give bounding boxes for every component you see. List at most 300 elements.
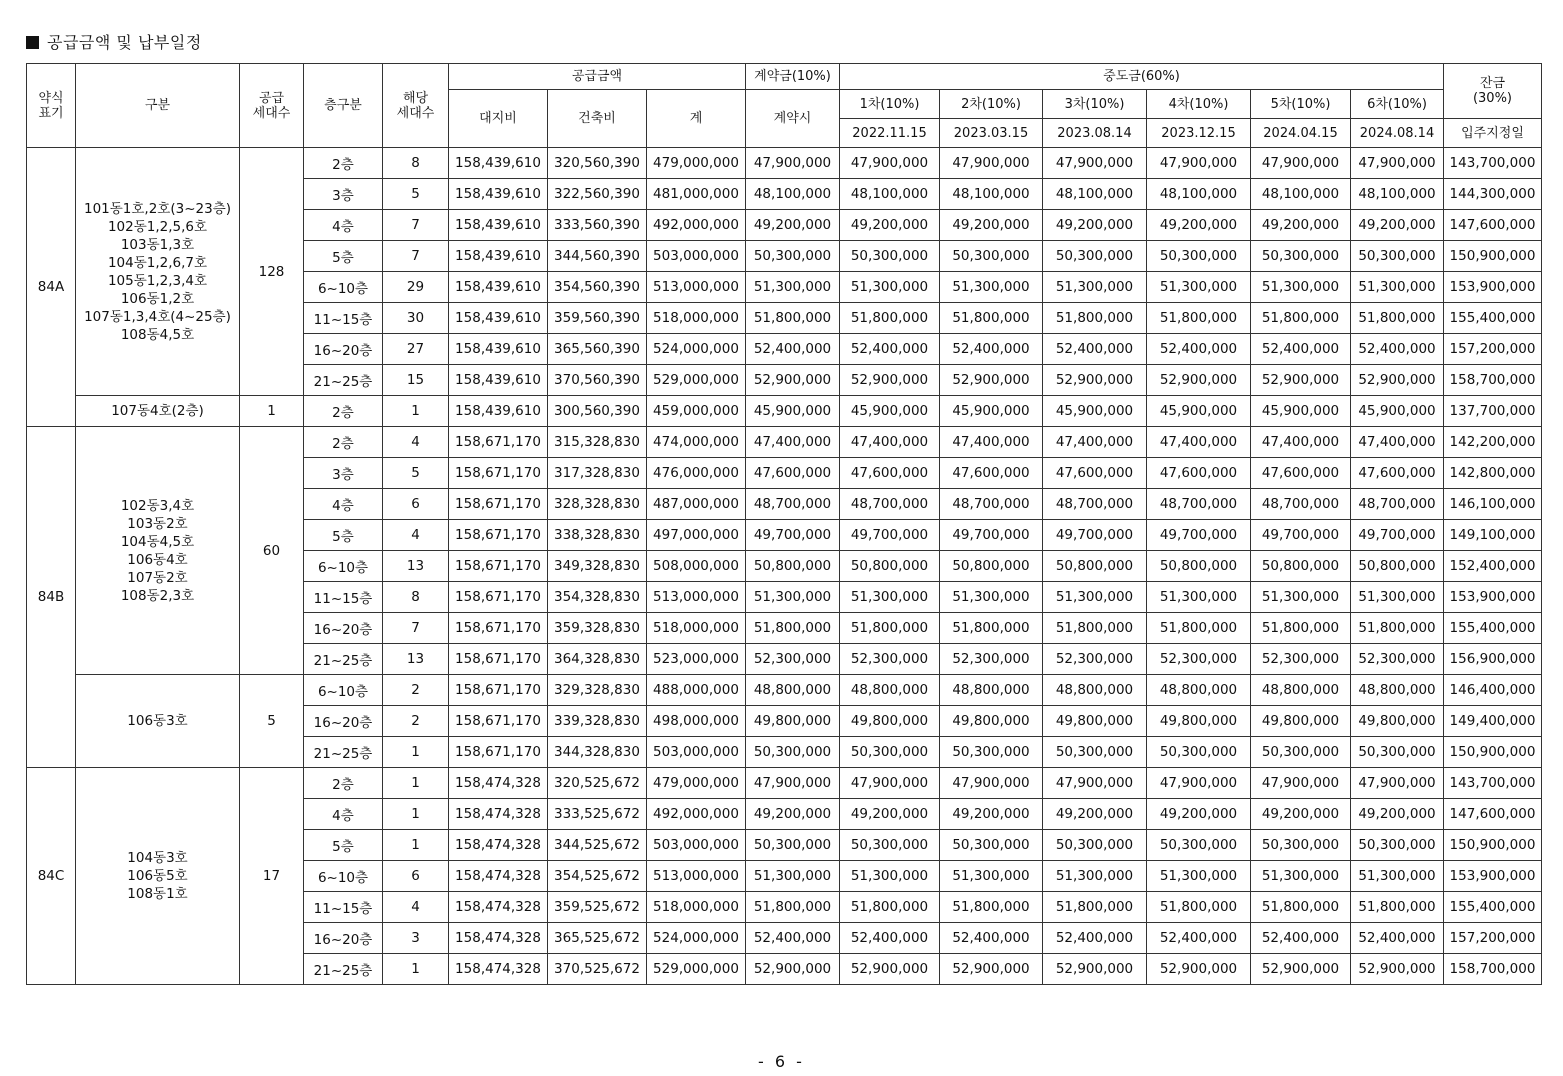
installment-cell: 47,900,000 xyxy=(1351,148,1444,179)
land-cost-cell: 158,439,610 xyxy=(449,272,548,303)
balance-cell: 144,300,000 xyxy=(1444,179,1542,210)
division-cell xyxy=(76,675,240,768)
building-cost-cell: 328,328,830 xyxy=(548,489,647,520)
land-cost-cell: 158,671,170 xyxy=(449,613,548,644)
header-supply-price: 공급금액 xyxy=(449,64,746,90)
header-installment-date: 2023.03.15 xyxy=(940,119,1043,148)
installment-cell: 47,600,000 xyxy=(1147,458,1251,489)
installment-cell: 50,300,000 xyxy=(840,737,940,768)
units-cell: 6 xyxy=(383,489,449,520)
installment-cell: 47,900,000 xyxy=(1147,768,1251,799)
installment-cell: 48,800,000 xyxy=(1147,675,1251,706)
floor-cell: 5층 xyxy=(304,520,383,551)
installment-cell: 48,700,000 xyxy=(840,489,940,520)
installment-cell: 51,300,000 xyxy=(1251,582,1351,613)
floor-cell: 3층 xyxy=(304,458,383,489)
division-line: 104동1,2,6,7호 xyxy=(107,254,208,271)
units-cell: 4 xyxy=(383,520,449,551)
installment-cell: 51,300,000 xyxy=(940,582,1043,613)
deposit-cell: 51,800,000 xyxy=(746,303,840,334)
installment-cell: 50,300,000 xyxy=(1251,737,1351,768)
installment-cell: 52,400,000 xyxy=(1251,334,1351,365)
installment-cell: 51,300,000 xyxy=(1251,272,1351,303)
land-cost-cell: 158,671,170 xyxy=(449,427,548,458)
header-installment-label: 2차(10%) xyxy=(940,90,1043,119)
units-cell: 4 xyxy=(383,427,449,458)
land-cost-cell: 158,671,170 xyxy=(449,737,548,768)
units-cell: 2 xyxy=(383,675,449,706)
installment-cell: 51,300,000 xyxy=(1147,861,1251,892)
installment-cell: 51,800,000 xyxy=(1251,613,1351,644)
total-cell: 518,000,000 xyxy=(647,613,746,644)
installment-cell: 50,300,000 xyxy=(1043,830,1147,861)
installment-cell: 49,200,000 xyxy=(940,799,1043,830)
installment-cell: 50,800,000 xyxy=(940,551,1043,582)
units-cell: 29 xyxy=(383,272,449,303)
deposit-cell: 50,300,000 xyxy=(746,737,840,768)
header-installment-label: 5차(10%) xyxy=(1251,90,1351,119)
installment-cell: 48,700,000 xyxy=(1147,489,1251,520)
building-cost-cell: 317,328,830 xyxy=(548,458,647,489)
installment-cell: 52,300,000 xyxy=(1351,644,1444,675)
installment-cell: 47,600,000 xyxy=(840,458,940,489)
total-cell: 497,000,000 xyxy=(647,520,746,551)
building-cost-cell: 359,328,830 xyxy=(548,613,647,644)
floor-cell: 6~10층 xyxy=(304,861,383,892)
balance-cell: 158,700,000 xyxy=(1444,954,1542,985)
units-cell: 5 xyxy=(383,179,449,210)
header-floor: 층구분 xyxy=(304,64,383,148)
building-cost-cell: 344,525,672 xyxy=(548,830,647,861)
division-line: 106동4호 xyxy=(127,551,188,568)
installment-cell: 48,100,000 xyxy=(1147,179,1251,210)
total-cell: 518,000,000 xyxy=(647,892,746,923)
units-cell: 2 xyxy=(383,706,449,737)
installment-cell: 50,300,000 xyxy=(1351,830,1444,861)
supply-units-cell: 17 xyxy=(240,768,304,985)
division-line: 102동3,4호 xyxy=(120,497,195,514)
balance-cell: 153,900,000 xyxy=(1444,272,1542,303)
installment-cell: 47,400,000 xyxy=(1251,427,1351,458)
units-cell: 1 xyxy=(383,396,449,427)
units-cell: 1 xyxy=(383,799,449,830)
header-balance-when: 입주지정일 xyxy=(1444,119,1542,148)
installment-cell: 48,800,000 xyxy=(1251,675,1351,706)
division-line: 108동4,5호 xyxy=(120,326,195,343)
installment-cell: 52,900,000 xyxy=(1251,954,1351,985)
installment-cell: 49,200,000 xyxy=(1351,210,1444,241)
installment-cell: 49,200,000 xyxy=(840,799,940,830)
building-cost-cell: 300,560,390 xyxy=(548,396,647,427)
installment-cell: 47,400,000 xyxy=(1351,427,1444,458)
division-line: 104동3호 xyxy=(127,850,188,866)
land-cost-cell: 158,439,610 xyxy=(449,148,548,179)
units-cell: 1 xyxy=(383,954,449,985)
division-cell xyxy=(76,768,240,985)
building-cost-cell: 320,525,672 xyxy=(548,768,647,799)
table-row xyxy=(27,768,1542,799)
building-cost-cell: 354,328,830 xyxy=(548,582,647,613)
installment-cell: 51,800,000 xyxy=(1351,303,1444,334)
installment-cell: 52,900,000 xyxy=(940,365,1043,396)
installment-cell: 50,300,000 xyxy=(1351,241,1444,272)
installment-cell: 50,300,000 xyxy=(840,241,940,272)
land-cost-cell: 158,474,328 xyxy=(449,830,548,861)
building-cost-cell: 338,328,830 xyxy=(548,520,647,551)
installment-cell: 47,900,000 xyxy=(840,768,940,799)
installment-cell: 52,900,000 xyxy=(1043,365,1147,396)
installment-cell: 49,200,000 xyxy=(940,210,1043,241)
installment-cell: 47,600,000 xyxy=(1043,458,1147,489)
units-cell: 3 xyxy=(383,923,449,954)
floor-cell: 4층 xyxy=(304,210,383,241)
land-cost-cell: 158,474,328 xyxy=(449,923,548,954)
balance-cell: 146,100,000 xyxy=(1444,489,1542,520)
units-cell: 13 xyxy=(383,551,449,582)
header-type: 약식 표기 xyxy=(27,64,76,148)
floor-cell: 16~20층 xyxy=(304,613,383,644)
deposit-cell: 49,800,000 xyxy=(746,706,840,737)
installment-cell: 51,800,000 xyxy=(1251,303,1351,334)
installment-cell: 50,800,000 xyxy=(1251,551,1351,582)
installment-cell: 50,300,000 xyxy=(940,830,1043,861)
installment-cell: 51,300,000 xyxy=(1147,272,1251,303)
balance-cell: 143,700,000 xyxy=(1444,768,1542,799)
deposit-cell: 50,300,000 xyxy=(746,830,840,861)
installment-cell: 52,400,000 xyxy=(1147,923,1251,954)
header-installment-date: 2022.11.15 xyxy=(840,119,940,148)
units-cell: 1 xyxy=(383,768,449,799)
installment-cell: 50,800,000 xyxy=(840,551,940,582)
total-cell: 474,000,000 xyxy=(647,427,746,458)
installment-cell: 50,300,000 xyxy=(1251,241,1351,272)
deposit-cell: 49,700,000 xyxy=(746,520,840,551)
floor-cell: 16~20층 xyxy=(304,706,383,737)
installment-cell: 49,700,000 xyxy=(1043,520,1147,551)
floor-cell: 3층 xyxy=(304,179,383,210)
supply-units-cell: 60 xyxy=(240,427,304,675)
installment-cell: 47,400,000 xyxy=(940,427,1043,458)
division-line: 106동3호 xyxy=(127,713,188,729)
land-cost-cell: 158,671,170 xyxy=(449,551,548,582)
installment-cell: 50,300,000 xyxy=(1251,830,1351,861)
division-line: 106동1,2호 xyxy=(120,290,195,307)
installment-cell: 49,200,000 xyxy=(840,210,940,241)
total-cell: 492,000,000 xyxy=(647,799,746,830)
installment-cell: 49,200,000 xyxy=(1147,799,1251,830)
floor-cell: 5층 xyxy=(304,241,383,272)
document-title xyxy=(26,32,202,54)
floor-cell: 21~25층 xyxy=(304,737,383,768)
floor-cell: 2층 xyxy=(304,148,383,179)
units-cell: 1 xyxy=(383,830,449,861)
total-cell: 529,000,000 xyxy=(647,954,746,985)
deposit-cell: 52,300,000 xyxy=(746,644,840,675)
installment-cell: 51,800,000 xyxy=(1147,892,1251,923)
balance-cell: 150,900,000 xyxy=(1444,737,1542,768)
balance-cell: 150,900,000 xyxy=(1444,241,1542,272)
land-cost-cell: 158,439,610 xyxy=(449,179,548,210)
installment-cell: 48,100,000 xyxy=(1251,179,1351,210)
installment-cell: 52,900,000 xyxy=(840,365,940,396)
installment-cell: 47,900,000 xyxy=(1043,148,1147,179)
installment-cell: 50,300,000 xyxy=(1043,737,1147,768)
installment-cell: 51,300,000 xyxy=(840,861,940,892)
land-cost-cell: 158,439,610 xyxy=(449,303,548,334)
installment-cell: 52,400,000 xyxy=(940,334,1043,365)
installment-cell: 49,800,000 xyxy=(1251,706,1351,737)
balance-cell: 149,100,000 xyxy=(1444,520,1542,551)
header-supply-units: 공급 세대수 xyxy=(240,64,304,148)
installment-cell: 52,400,000 xyxy=(1147,334,1251,365)
balance-cell: 142,800,000 xyxy=(1444,458,1542,489)
installment-cell: 48,700,000 xyxy=(1251,489,1351,520)
division-line: 101동1호,2호(3~23층) xyxy=(83,200,231,217)
installment-cell: 50,300,000 xyxy=(1147,241,1251,272)
total-cell: 518,000,000 xyxy=(647,303,746,334)
header-balance: 잔금 (30%) xyxy=(1444,64,1542,119)
header-land-cost: 대지비 xyxy=(449,90,548,148)
units-cell: 8 xyxy=(383,582,449,613)
division-line: 105동1,2,3,4호 xyxy=(107,272,208,289)
installment-cell: 50,800,000 xyxy=(1043,551,1147,582)
installment-cell: 49,200,000 xyxy=(1251,799,1351,830)
units-cell: 30 xyxy=(383,303,449,334)
installment-cell: 49,700,000 xyxy=(1251,520,1351,551)
table-body xyxy=(27,148,1542,985)
installment-cell: 50,300,000 xyxy=(1043,241,1147,272)
installment-cell: 51,300,000 xyxy=(1351,582,1444,613)
table-row xyxy=(27,675,1542,706)
floor-cell: 2층 xyxy=(304,396,383,427)
division-line: 108동2,3호 xyxy=(120,587,195,604)
balance-cell: 157,200,000 xyxy=(1444,923,1542,954)
installment-cell: 52,900,000 xyxy=(1147,365,1251,396)
installment-cell: 47,600,000 xyxy=(1251,458,1351,489)
balance-cell: 155,400,000 xyxy=(1444,892,1542,923)
deposit-cell: 48,800,000 xyxy=(746,675,840,706)
land-cost-cell: 158,474,328 xyxy=(449,799,548,830)
header-installment-date: 2023.08.14 xyxy=(1043,119,1147,148)
deposit-cell: 50,800,000 xyxy=(746,551,840,582)
table-row xyxy=(27,427,1542,458)
units-cell: 5 xyxy=(383,458,449,489)
installment-cell: 48,800,000 xyxy=(1043,675,1147,706)
installment-cell: 50,300,000 xyxy=(1351,737,1444,768)
installment-cell: 47,900,000 xyxy=(1251,768,1351,799)
installment-cell: 52,400,000 xyxy=(1251,923,1351,954)
division-line: 103동2호 xyxy=(127,515,188,532)
total-cell: 508,000,000 xyxy=(647,551,746,582)
building-cost-cell: 344,328,830 xyxy=(548,737,647,768)
installment-cell: 49,200,000 xyxy=(1351,799,1444,830)
floor-cell: 21~25층 xyxy=(304,365,383,396)
installment-cell: 49,200,000 xyxy=(1043,210,1147,241)
installment-cell: 47,900,000 xyxy=(1147,148,1251,179)
square-bullet-icon xyxy=(26,36,39,49)
building-cost-cell: 339,328,830 xyxy=(548,706,647,737)
installment-cell: 49,800,000 xyxy=(1043,706,1147,737)
units-cell: 1 xyxy=(383,737,449,768)
page-number: - 6 - xyxy=(758,1052,805,1071)
installment-cell: 49,700,000 xyxy=(840,520,940,551)
installment-cell: 50,800,000 xyxy=(1147,551,1251,582)
header-building-cost: 건축비 xyxy=(548,90,647,148)
installment-cell: 51,800,000 xyxy=(940,613,1043,644)
installment-cell: 48,100,000 xyxy=(1043,179,1147,210)
land-cost-cell: 158,671,170 xyxy=(449,582,548,613)
installment-cell: 51,300,000 xyxy=(1351,272,1444,303)
total-cell: 524,000,000 xyxy=(647,334,746,365)
deposit-cell: 49,200,000 xyxy=(746,799,840,830)
installment-cell: 52,400,000 xyxy=(940,923,1043,954)
installment-cell: 48,800,000 xyxy=(940,675,1043,706)
building-cost-cell: 322,560,390 xyxy=(548,179,647,210)
installment-cell: 48,100,000 xyxy=(940,179,1043,210)
division-line: 107동4호(2층) xyxy=(111,403,204,419)
installment-cell: 52,400,000 xyxy=(1043,334,1147,365)
land-cost-cell: 158,671,170 xyxy=(449,706,548,737)
installment-cell: 47,900,000 xyxy=(940,148,1043,179)
header-installment-date: 2024.08.14 xyxy=(1351,119,1444,148)
building-cost-cell: 359,560,390 xyxy=(548,303,647,334)
installment-cell: 50,300,000 xyxy=(840,830,940,861)
balance-cell: 153,900,000 xyxy=(1444,861,1542,892)
installment-cell: 51,300,000 xyxy=(840,582,940,613)
total-cell: 513,000,000 xyxy=(647,861,746,892)
installment-cell: 52,900,000 xyxy=(1351,365,1444,396)
installment-cell: 52,300,000 xyxy=(1147,644,1251,675)
installment-cell: 48,700,000 xyxy=(940,489,1043,520)
floor-cell: 4층 xyxy=(304,799,383,830)
total-cell: 513,000,000 xyxy=(647,272,746,303)
installment-cell: 52,400,000 xyxy=(840,334,940,365)
total-cell: 481,000,000 xyxy=(647,179,746,210)
land-cost-cell: 158,671,170 xyxy=(449,675,548,706)
installment-cell: 52,400,000 xyxy=(1043,923,1147,954)
installment-cell: 51,800,000 xyxy=(1043,613,1147,644)
deposit-cell: 45,900,000 xyxy=(746,396,840,427)
balance-cell: 146,400,000 xyxy=(1444,675,1542,706)
installment-cell: 48,700,000 xyxy=(1043,489,1147,520)
building-cost-cell: 354,525,672 xyxy=(548,861,647,892)
floor-cell: 6~10층 xyxy=(304,272,383,303)
land-cost-cell: 158,671,170 xyxy=(449,644,548,675)
land-cost-cell: 158,439,610 xyxy=(449,396,548,427)
building-cost-cell: 370,560,390 xyxy=(548,365,647,396)
units-cell: 7 xyxy=(383,241,449,272)
units-cell: 27 xyxy=(383,334,449,365)
installment-cell: 50,300,000 xyxy=(1147,830,1251,861)
total-cell: 479,000,000 xyxy=(647,768,746,799)
division-line: 102동1,2,5,6호 xyxy=(107,218,208,235)
header-installment-label: 6차(10%) xyxy=(1351,90,1444,119)
installment-cell: 51,300,000 xyxy=(1043,861,1147,892)
total-cell: 487,000,000 xyxy=(647,489,746,520)
balance-cell: 152,400,000 xyxy=(1444,551,1542,582)
type-code-cell: 84B xyxy=(27,427,76,768)
installment-cell: 51,800,000 xyxy=(1043,892,1147,923)
land-cost-cell: 158,671,170 xyxy=(449,489,548,520)
installment-cell: 52,900,000 xyxy=(1251,365,1351,396)
installment-cell: 47,400,000 xyxy=(1043,427,1147,458)
installment-cell: 47,900,000 xyxy=(1251,148,1351,179)
division-cell xyxy=(76,427,240,675)
installment-cell: 49,700,000 xyxy=(1351,520,1444,551)
building-cost-cell: 320,560,390 xyxy=(548,148,647,179)
deposit-cell: 52,900,000 xyxy=(746,954,840,985)
balance-cell: 155,400,000 xyxy=(1444,613,1542,644)
installment-cell: 51,300,000 xyxy=(1351,861,1444,892)
header-installment-label: 1차(10%) xyxy=(840,90,940,119)
land-cost-cell: 158,439,610 xyxy=(449,210,548,241)
division-line: 107동1,3,4호(4~25층) xyxy=(84,308,231,325)
balance-cell: 156,900,000 xyxy=(1444,644,1542,675)
deposit-cell: 47,900,000 xyxy=(746,768,840,799)
building-cost-cell: 365,560,390 xyxy=(548,334,647,365)
land-cost-cell: 158,474,328 xyxy=(449,861,548,892)
units-cell: 6 xyxy=(383,861,449,892)
total-cell: 523,000,000 xyxy=(647,644,746,675)
balance-cell: 137,700,000 xyxy=(1444,396,1542,427)
deposit-cell: 47,600,000 xyxy=(746,458,840,489)
installment-cell: 51,800,000 xyxy=(940,303,1043,334)
installment-cell: 45,900,000 xyxy=(1043,396,1147,427)
table-header xyxy=(27,64,1542,148)
balance-cell: 147,600,000 xyxy=(1444,799,1542,830)
installment-cell: 45,900,000 xyxy=(840,396,940,427)
installment-cell: 52,900,000 xyxy=(1147,954,1251,985)
land-cost-cell: 158,439,610 xyxy=(449,334,548,365)
total-cell: 503,000,000 xyxy=(647,830,746,861)
building-cost-cell: 333,525,672 xyxy=(548,799,647,830)
division-cell xyxy=(76,148,240,396)
installment-cell: 48,100,000 xyxy=(840,179,940,210)
installment-cell: 51,800,000 xyxy=(1147,613,1251,644)
installment-cell: 47,900,000 xyxy=(840,148,940,179)
installment-cell: 45,900,000 xyxy=(1351,396,1444,427)
installment-cell: 50,300,000 xyxy=(940,241,1043,272)
building-cost-cell: 364,328,830 xyxy=(548,644,647,675)
installment-cell: 52,900,000 xyxy=(1351,954,1444,985)
division-line: 103동1,3호 xyxy=(120,236,195,253)
installment-cell: 49,200,000 xyxy=(1251,210,1351,241)
deposit-cell: 48,700,000 xyxy=(746,489,840,520)
installment-cell: 52,900,000 xyxy=(1043,954,1147,985)
installment-cell: 52,400,000 xyxy=(1351,334,1444,365)
installment-cell: 51,300,000 xyxy=(940,272,1043,303)
installment-cell: 52,300,000 xyxy=(1043,644,1147,675)
supply-units-cell: 128 xyxy=(240,148,304,396)
units-cell: 13 xyxy=(383,644,449,675)
installment-cell: 47,900,000 xyxy=(1351,768,1444,799)
total-cell: 529,000,000 xyxy=(647,365,746,396)
deposit-cell: 52,900,000 xyxy=(746,365,840,396)
floor-cell: 16~20층 xyxy=(304,923,383,954)
total-cell: 503,000,000 xyxy=(647,241,746,272)
building-cost-cell: 315,328,830 xyxy=(548,427,647,458)
division-line: 104동4,5호 xyxy=(120,533,195,550)
floor-cell: 16~20층 xyxy=(304,334,383,365)
balance-cell: 147,600,000 xyxy=(1444,210,1542,241)
table-row xyxy=(27,148,1542,179)
installment-cell: 47,400,000 xyxy=(840,427,940,458)
building-cost-cell: 333,560,390 xyxy=(548,210,647,241)
supply-units-cell: 1 xyxy=(240,396,304,427)
total-cell: 459,000,000 xyxy=(647,396,746,427)
installment-cell: 51,800,000 xyxy=(1351,892,1444,923)
units-cell: 15 xyxy=(383,365,449,396)
